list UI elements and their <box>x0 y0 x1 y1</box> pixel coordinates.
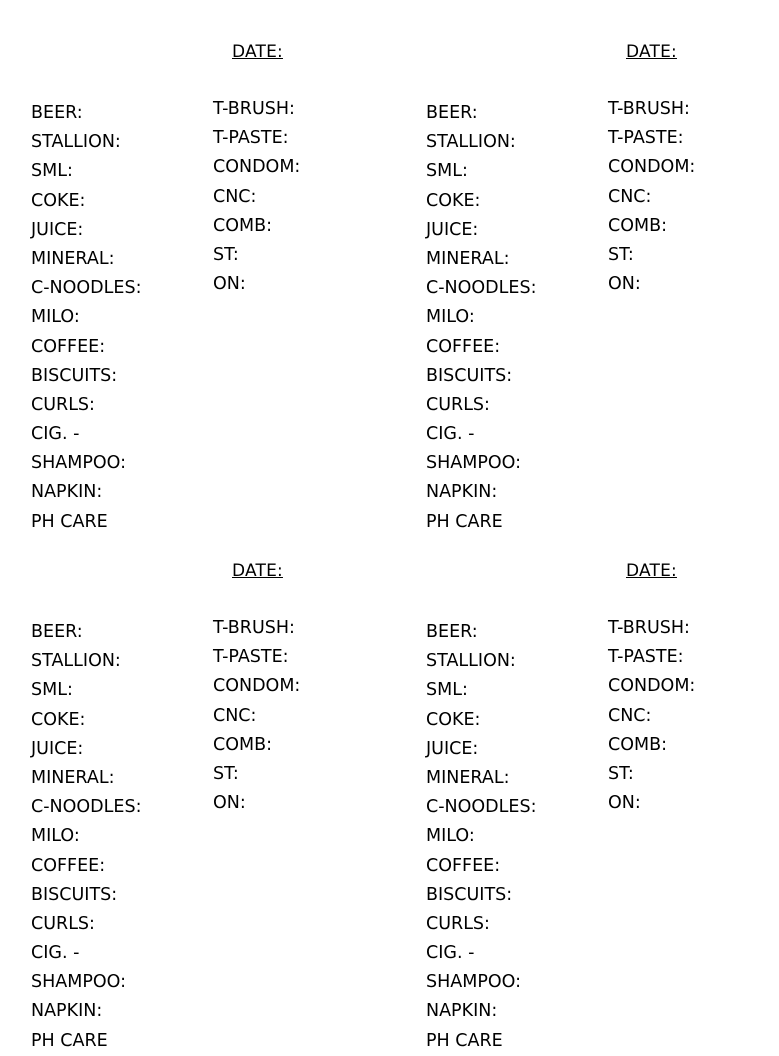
left-item-list <box>31 618 141 1056</box>
item-label: NAPKIN: <box>31 1001 103 1022</box>
date-label: DATE: <box>232 561 283 581</box>
item-label: PH CARE <box>426 1030 503 1051</box>
date-label: DATE: <box>232 42 283 62</box>
item-label: BEER: <box>31 622 83 642</box>
item-label: BISCUITS: <box>426 365 513 386</box>
item-label: CIG. - <box>31 424 80 445</box>
right-item-list <box>608 95 695 299</box>
item-label: NAPKIN: <box>31 482 103 503</box>
item-label: STALLION: <box>31 132 121 153</box>
item-label: SHAMPOO: <box>31 972 127 993</box>
item-label: C-NOODLES: <box>31 797 142 818</box>
item-label: T-BRUSH: <box>213 618 295 638</box>
item-label: NAPKIN: <box>426 1001 498 1022</box>
item-label: CONDOM: <box>213 676 301 697</box>
item-label: ST: <box>213 244 239 265</box>
item-label: BEER: <box>31 103 83 123</box>
item-label: CONDOM: <box>608 676 696 697</box>
item-label: BISCUITS: <box>31 884 118 905</box>
item-label: SML: <box>426 680 468 701</box>
item-label: C-NOODLES: <box>426 278 537 299</box>
item-label: MINERAL: <box>426 248 510 269</box>
item-label: T-PASTE: <box>213 128 289 149</box>
item-label: COFFEE: <box>31 336 106 357</box>
item-label: STALLION: <box>426 132 516 153</box>
left-item-list <box>31 99 141 537</box>
item-label: ST: <box>608 763 634 784</box>
left-item-list <box>426 99 536 537</box>
left-item-list <box>426 618 536 1056</box>
item-label: T-PASTE: <box>608 128 684 149</box>
item-label: CURLS: <box>31 394 95 415</box>
item-label: MILO: <box>31 307 80 328</box>
item-label: C-NOODLES: <box>426 797 537 818</box>
item-label: CIG. - <box>31 943 80 964</box>
item-label: PH CARE <box>426 511 503 532</box>
item-label: CURLS: <box>426 913 490 934</box>
date-label: DATE: <box>626 561 677 581</box>
item-label: COFFEE: <box>426 855 501 876</box>
item-label: T-BRUSH: <box>213 99 295 119</box>
item-label: SML: <box>31 161 73 182</box>
item-label: BEER: <box>426 103 478 123</box>
item-label: MINERAL: <box>31 767 115 788</box>
item-label: ON: <box>608 793 641 814</box>
inventory-form-bottom-right <box>395 541 779 1051</box>
item-label: STALLION: <box>31 651 121 672</box>
item-label: PH CARE <box>31 511 108 532</box>
item-label: MILO: <box>31 826 80 847</box>
inventory-form-bottom-left <box>0 541 384 1051</box>
item-label: JUICE: <box>31 219 84 240</box>
item-label: SHAMPOO: <box>31 453 127 474</box>
item-label: JUICE: <box>426 738 479 759</box>
item-label: MILO: <box>426 307 475 328</box>
item-label: ST: <box>608 244 634 265</box>
item-label: CURLS: <box>31 913 95 934</box>
item-label: ST: <box>213 763 239 784</box>
right-item-list <box>213 614 300 818</box>
item-label: COMB: <box>608 734 667 755</box>
item-label: NAPKIN: <box>426 482 498 503</box>
item-label: T-BRUSH: <box>608 618 690 638</box>
right-item-list <box>608 614 695 818</box>
item-label: BEER: <box>426 622 478 642</box>
item-label: CIG. - <box>426 943 475 964</box>
right-item-list <box>213 95 300 299</box>
item-label: SHAMPOO: <box>426 972 522 993</box>
item-label: SML: <box>31 680 73 701</box>
item-label: CNC: <box>608 705 652 726</box>
item-label: COKE: <box>31 190 86 211</box>
item-label: CNC: <box>608 186 652 207</box>
item-label: ON: <box>608 274 641 295</box>
item-label: CNC: <box>213 186 257 207</box>
item-label: SHAMPOO: <box>426 453 522 474</box>
item-label: C-NOODLES: <box>31 278 142 299</box>
item-label: COMB: <box>213 215 272 236</box>
item-label: CONDOM: <box>608 157 696 178</box>
item-label: T-BRUSH: <box>608 99 690 119</box>
item-label: COFFEE: <box>426 336 501 357</box>
item-label: CONDOM: <box>213 157 301 178</box>
item-label: PH CARE <box>31 1030 108 1051</box>
item-label: BISCUITS: <box>31 365 118 386</box>
inventory-form-top-left <box>0 22 384 532</box>
item-label: ON: <box>213 274 246 295</box>
item-label: COKE: <box>31 709 86 730</box>
item-label: CNC: <box>213 705 257 726</box>
item-label: MINERAL: <box>31 248 115 269</box>
item-label: SML: <box>426 161 468 182</box>
item-label: MILO: <box>426 826 475 847</box>
item-label: JUICE: <box>426 219 479 240</box>
item-label: BISCUITS: <box>426 884 513 905</box>
item-label: COKE: <box>426 190 481 211</box>
item-label: MINERAL: <box>426 767 510 788</box>
item-label: T-PASTE: <box>608 647 684 668</box>
item-label: COKE: <box>426 709 481 730</box>
item-label: JUICE: <box>31 738 84 759</box>
item-label: CIG. - <box>426 424 475 445</box>
inventory-form-top-right <box>395 22 779 532</box>
item-label: COMB: <box>608 215 667 236</box>
item-label: ON: <box>213 793 246 814</box>
item-label: T-PASTE: <box>213 647 289 668</box>
item-label: COMB: <box>213 734 272 755</box>
item-label: CURLS: <box>426 394 490 415</box>
date-label: DATE: <box>626 42 677 62</box>
item-label: COFFEE: <box>31 855 106 876</box>
item-label: STALLION: <box>426 651 516 672</box>
